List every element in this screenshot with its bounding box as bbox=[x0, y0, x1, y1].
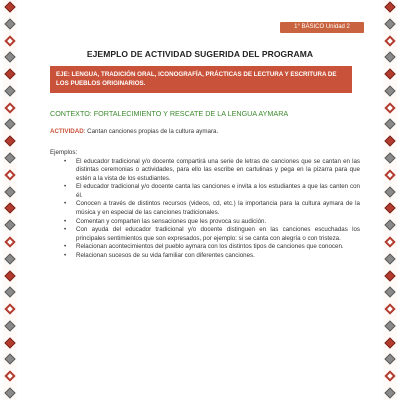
diamond-motif-icon bbox=[4, 219, 15, 230]
list-item-text: El educador tradicional y/o docente canta las canciones e invita a los estudiantes a que las canten con él. bbox=[76, 183, 360, 199]
list-item-text: El educador tradicional y/o docente compartirá una serie de letras de canciones que se cantan en las distintas ceremonias o actividades, para ello las escribe en cartulinas y pega en la pizarra para que estén a la vista de los estudiantes. bbox=[76, 158, 360, 182]
list-item bbox=[64, 252, 360, 260]
diamond-motif-icon bbox=[4, 320, 15, 331]
left-decorative-border bbox=[3, 0, 17, 400]
diamond-motif-icon bbox=[4, 152, 15, 163]
diamond-motif-icon bbox=[384, 253, 395, 264]
list-item bbox=[64, 243, 360, 251]
diamond-motif-icon bbox=[384, 119, 395, 130]
diamond-motif-icon bbox=[384, 52, 395, 63]
diamond-motif-icon bbox=[384, 219, 395, 230]
diamond-motif-icon bbox=[384, 354, 395, 365]
diamond-motif-icon bbox=[4, 303, 15, 314]
right-decorative-border bbox=[383, 0, 397, 400]
diamond-motif-icon bbox=[384, 18, 395, 29]
diamond-motif-icon bbox=[4, 68, 15, 79]
list-item bbox=[64, 158, 360, 183]
diamond-motif-icon bbox=[4, 270, 15, 281]
diamond-motif-icon bbox=[4, 85, 15, 96]
diamond-motif-icon bbox=[4, 119, 15, 130]
diamond-motif-icon bbox=[384, 102, 395, 113]
list-item-text: Con ayuda del educador tradicional y/o docente distinguen en las canciones escuchadas los principales sentimientos que son expresados, por ejemplo: si se canta con alegría o con tristeza. bbox=[76, 226, 360, 242]
unit-tag: 1° BÁSICO Unidad 2 bbox=[280, 22, 364, 33]
diamond-motif-icon bbox=[384, 68, 395, 79]
list-item bbox=[64, 218, 360, 226]
bullet-icon: • bbox=[64, 243, 67, 251]
bullet-icon: • bbox=[64, 200, 67, 208]
list-item bbox=[64, 200, 360, 217]
bullet-icon: • bbox=[64, 252, 67, 260]
diamond-motif-icon bbox=[4, 169, 15, 180]
examples-label: Ejemplos: bbox=[50, 149, 78, 156]
diamond-motif-icon bbox=[384, 320, 395, 331]
diamond-motif-icon bbox=[4, 253, 15, 264]
page-title: EJEMPLO DE ACTIVIDAD SUGERIDA DEL PROGRAMA bbox=[86, 49, 314, 59]
context-heading: CONTEXTO: FORTALECIMIENTO Y RESCATE DE LA LENGUA AYMARA bbox=[50, 109, 289, 118]
list-item bbox=[64, 226, 360, 243]
diamond-motif-icon bbox=[4, 18, 15, 29]
list-item-text: Relacionan acontecimientos del pueblo aymara con los distintos tipos de canciones que conocen. bbox=[76, 243, 344, 251]
diamond-motif-icon bbox=[384, 337, 395, 348]
bullet-icon: • bbox=[64, 217, 67, 225]
bullet-icon: • bbox=[64, 158, 67, 165]
diamond-motif-icon bbox=[384, 287, 395, 298]
list-item-text: Relacionan sucesos de su vida familiar con diferentes canciones. bbox=[76, 252, 255, 260]
diamond-motif-icon bbox=[4, 337, 15, 348]
diamond-motif-icon bbox=[4, 102, 15, 113]
diamond-motif-icon bbox=[384, 371, 395, 382]
diamond-motif-icon bbox=[384, 203, 395, 214]
diamond-motif-icon bbox=[4, 371, 15, 382]
diamond-motif-icon bbox=[384, 35, 395, 46]
list-item-text: Comentan y comparten las sensaciones que les provoca su audición. bbox=[76, 217, 267, 225]
diamond-motif-icon bbox=[384, 303, 395, 314]
diamond-motif-icon bbox=[4, 203, 15, 214]
examples-list bbox=[64, 158, 360, 261]
diamond-motif-icon bbox=[384, 186, 395, 197]
diamond-motif-icon bbox=[4, 1, 15, 12]
diamond-motif-icon bbox=[384, 85, 395, 96]
diamond-motif-icon bbox=[384, 136, 395, 147]
bullet-icon: • bbox=[64, 183, 67, 191]
axis-banner: EJE: LENGUA, TRADICIÓN ORAL, ICONOGRAFÍA, PRÁCTICAS DE LECTURA Y ESCRITURA DE LOS PUEBLOS ORIGINARIOS. bbox=[50, 66, 352, 93]
list-item bbox=[64, 183, 360, 200]
diamond-motif-icon bbox=[4, 52, 15, 63]
diamond-motif-icon bbox=[4, 186, 15, 197]
diamond-motif-icon bbox=[384, 270, 395, 281]
diamond-motif-icon bbox=[4, 287, 15, 298]
diamond-motif-icon bbox=[4, 35, 15, 46]
diamond-motif-icon bbox=[384, 152, 395, 163]
bullet-icon: • bbox=[64, 226, 67, 234]
diamond-motif-icon bbox=[4, 354, 15, 365]
activity-text: : Cantan canciones propias de la cultura aymara. bbox=[83, 128, 219, 135]
diamond-motif-icon bbox=[384, 1, 395, 12]
diamond-motif-icon bbox=[384, 169, 395, 180]
activity-line bbox=[50, 128, 360, 135]
diamond-motif-icon bbox=[384, 236, 395, 247]
diamond-motif-icon bbox=[384, 387, 395, 398]
diamond-motif-icon bbox=[4, 136, 15, 147]
diamond-motif-icon bbox=[4, 387, 15, 398]
activity-label: ACTIVIDAD bbox=[50, 128, 84, 135]
list-item-text: Conocen a través de distintos recursos (videos, cd, etc.) la importancia para la cultura aymara de la música y en especial de las canciones tradicionales. bbox=[76, 200, 360, 216]
diamond-motif-icon bbox=[4, 236, 15, 247]
